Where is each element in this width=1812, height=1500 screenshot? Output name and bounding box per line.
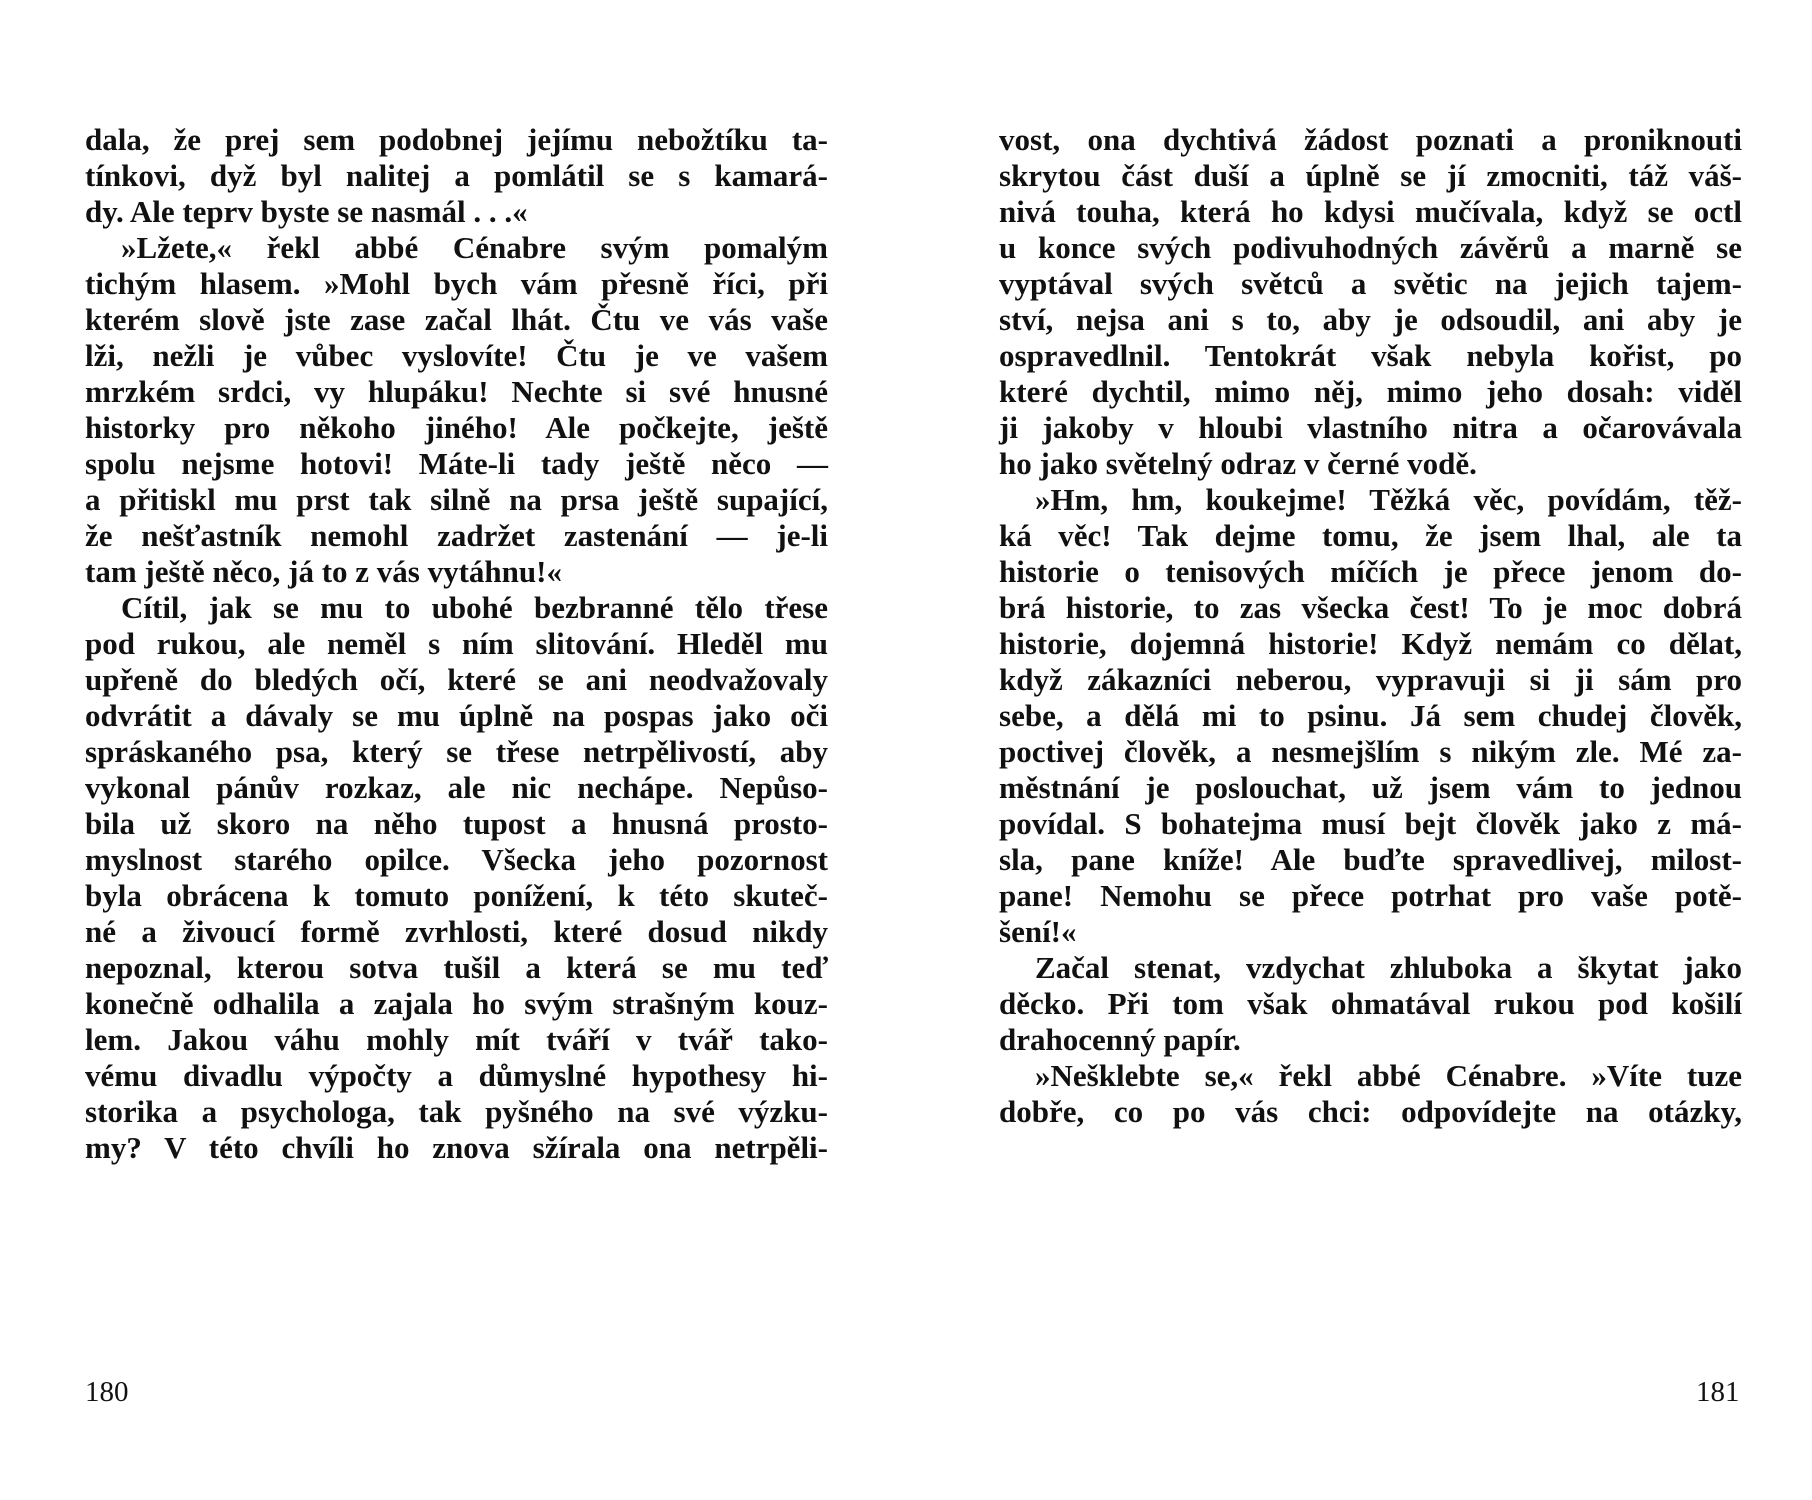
text-line: které dychtil, mimo něj, mimo jeho dosah: viděl bbox=[999, 374, 1742, 409]
text-line: mrzkém srdci, vy hlupáku! Nechte si své hnusné bbox=[85, 374, 828, 409]
text-line: ho jako světelný odraz v černé vodě. bbox=[999, 446, 1477, 481]
text-line: skrytou část duší a úplně se jí zmocniti, táž váš- bbox=[999, 158, 1742, 193]
text-line: pane! Nemohu se přece potrhat pro vaše potě- bbox=[999, 878, 1742, 913]
text-line: lem. Jakou váhu mohly mít tváří v tvář tako- bbox=[85, 1022, 828, 1057]
text-line: u konce svých podivuhodných závěrů a marně se bbox=[999, 230, 1742, 265]
text-line: spráskaného psa, který se třese netrpělivostí, aby bbox=[85, 734, 828, 769]
text-line: historie, dojemná historie! Když nemám co dělat, bbox=[999, 626, 1742, 661]
text-line: brá historie, to zas všecka čest! To je moc dobrá bbox=[999, 590, 1742, 625]
page-number: 181 bbox=[1696, 1376, 1740, 1408]
text-line: sebe, a dělá mi to psinu. Já sem chudej člověk, bbox=[999, 698, 1742, 733]
text-line: vyptával svých světců a světic na jejich tajem- bbox=[999, 266, 1742, 301]
text-line: storika a psychologa, tak pyšného na své výzku- bbox=[85, 1094, 828, 1129]
text-line: bila už skoro na něho tupost a hnusná prosto- bbox=[85, 806, 828, 841]
text-line: spolu nejsme hotovi! Máte-li tady ještě něco — bbox=[85, 446, 828, 481]
text-line: »Lžete,« řekl abbé Cénabre svým pomalým bbox=[121, 230, 828, 265]
text-line: ospravedlnil. Tentokrát však nebyla kořist, po bbox=[999, 338, 1742, 373]
text-line: myslnost starého opilce. Všecka jeho pozornost bbox=[85, 842, 828, 877]
text-line: městnání je poslouchat, už jsem vám to jednou bbox=[999, 770, 1742, 805]
text-line: dala, že prej sem podobnej jejímu nebožtíku ta- bbox=[85, 122, 828, 157]
text-line: »Hm, hm, koukejme! Těžká věc, povídám, těž- bbox=[1035, 482, 1742, 517]
page-number: 180 bbox=[85, 1376, 129, 1408]
text-line: drahocenný papír. bbox=[999, 1022, 1241, 1057]
text-line: nepoznal, kterou sotva tušil a která se mu teď bbox=[85, 950, 828, 985]
text-line: že nešťastník nemohl zadržet zastenání — je-li bbox=[85, 518, 828, 553]
text-line: historky pro někoho jiného! Ale počkejte, ještě bbox=[85, 410, 828, 445]
text-line: vému divadlu výpočty a důmyslné hypothesy hi- bbox=[85, 1058, 828, 1093]
text-line: sla, pane kníže! Ale buďte spravedlivej, milost- bbox=[999, 842, 1742, 877]
text-line: historie o tenisových míčích je přece jenom do- bbox=[999, 554, 1742, 589]
text-line: odvrátit a dávaly se mu úplně na pospas jako oči bbox=[85, 698, 828, 733]
text-line: byla obrácena k tomuto ponížení, k této skuteč- bbox=[85, 878, 828, 913]
text-line: pod rukou, ale neměl s ním slitování. Hleděl mu bbox=[85, 626, 828, 661]
text-line: né a živoucí formě zvrhlosti, které dosud nikdy bbox=[85, 914, 828, 949]
text-line: tínkovi, dyž byl nalitej a pomlátil se s kamará- bbox=[85, 158, 828, 193]
text-line: vost, ona dychtivá žádost poznati a proniknouti bbox=[999, 122, 1742, 157]
text-line: dy. Ale teprv byste se nasmál . . .« bbox=[85, 194, 528, 229]
text-line: »Nešklebte se,« řekl abbé Cénabre. »Víte tuze bbox=[1035, 1058, 1742, 1093]
text-line: tam ještě něco, já to z vás vytáhnu!« bbox=[85, 554, 562, 589]
text-line: ji jakoby v hloubi vlastního nitra a očarovávala bbox=[999, 410, 1742, 445]
right-page bbox=[906, 0, 1812, 1500]
text-line: když zákazníci neberou, vypravuji si ji sám pro bbox=[999, 662, 1742, 697]
text-line: Cítil, jak se mu to ubohé bezbranné tělo třese bbox=[121, 590, 828, 625]
text-line: konečně odhalila a zajala ho svým strašným kouz- bbox=[85, 986, 828, 1021]
text-line: dobře, co po vás chci: odpovídejte na otázky, bbox=[999, 1094, 1742, 1129]
text-line: vykonal pánův rozkaz, ale nic nechápe. Nepůso- bbox=[85, 770, 828, 805]
text-line: a přitiskl mu prst tak silně na prsa ještě supající, bbox=[85, 482, 828, 517]
text-line: děcko. Při tom však ohmatával rukou pod košilí bbox=[999, 986, 1742, 1021]
text-line: tichým hlasem. »Mohl bych vám přesně říci, při bbox=[85, 266, 828, 301]
text-line: šení!« bbox=[999, 914, 1077, 949]
text-line: nivá touha, která ho kdysi mučívala, když se octl bbox=[999, 194, 1742, 229]
text-line: kterém slově jste zase začal lhát. Čtu ve vás vaše bbox=[85, 302, 828, 337]
text-line: lži, nežli je vůbec vyslovíte! Čtu je ve vašem bbox=[85, 338, 828, 373]
text-line: ká věc! Tak dejme tomu, že jsem lhal, ale ta bbox=[999, 518, 1742, 553]
text-line: povídal. S bohatejma musí bejt člověk jako z má- bbox=[999, 806, 1742, 841]
text-line: ství, nejsa ani s to, aby je odsoudil, ani aby je bbox=[999, 302, 1742, 337]
text-line: poctivej člověk, a nesmejšlím s nikým zle. Mé za- bbox=[999, 734, 1742, 769]
text-line: my? V této chvíli ho znova sžírala ona netrpěli- bbox=[85, 1130, 828, 1165]
text-line: upřeně do bledých očí, které se ani neodvažovaly bbox=[85, 662, 828, 697]
text-line: Začal stenat, vzdychat zhluboka a škytat jako bbox=[1035, 950, 1742, 985]
